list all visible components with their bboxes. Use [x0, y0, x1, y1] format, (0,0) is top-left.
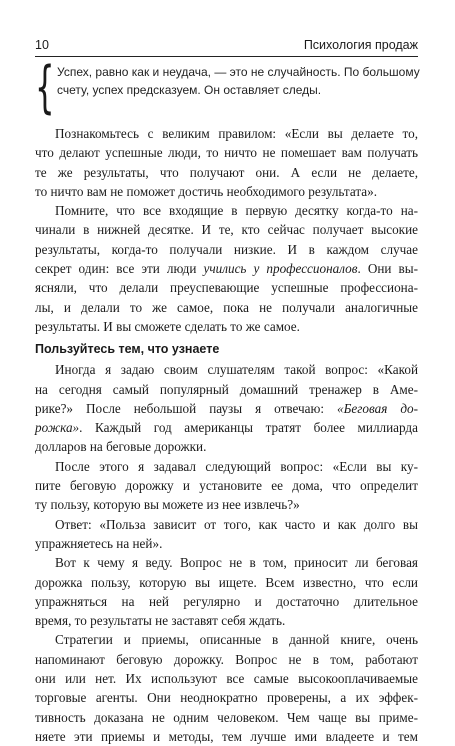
- section-heading: Пользуйтесь тем, что узнаете: [35, 342, 220, 357]
- text-line: [35, 399, 418, 418]
- text-line: упражняетесь на ней».: [35, 535, 163, 551]
- text-line: напоминают беговую дорожку. Вопрос не в том, работают: [35, 651, 418, 667]
- text-segment: рике?» После небольшой паузы я отвечаю:: [35, 400, 338, 416]
- text-line: долларов на беговые дорожки.: [35, 439, 207, 455]
- paragraph: [35, 360, 418, 456]
- text-line: упражняться на ней регулярно и достаточно длительное: [35, 593, 418, 609]
- text-segment: . Каждый год американцы тратят более миллиарда: [79, 420, 418, 436]
- text-line: они или нет. Их используют все самые высокооплачиваемые: [35, 671, 418, 687]
- text-line: лы, и делали то же самое, пока не получали аналогичные: [35, 299, 418, 315]
- header-rule: [35, 56, 418, 57]
- paragraph: [35, 457, 418, 515]
- epigraph-text: [57, 64, 418, 99]
- text-line: на сегодня самый популярный домашний тренажер в Аме-: [35, 381, 418, 397]
- text-line: пите беговую дорожку и установите ее дома, что определит: [35, 478, 418, 494]
- text-line: результаты, когда-то получали низкие. И в каждом случае: [35, 241, 418, 257]
- page-number: 10: [35, 38, 49, 52]
- italic-emphasis: рожка»: [35, 420, 80, 436]
- text-line: ясняли, что делали преуспевающие успешные профессиона-: [35, 280, 418, 296]
- paragraph: [35, 124, 418, 201]
- text-line: время, то результаты не заставят себя ждать.: [35, 613, 286, 629]
- paragraph: [35, 630, 418, 746]
- text-line: тивность доказана не одним человеком. Чем чаще вы приме-: [35, 709, 418, 725]
- paragraph: [35, 515, 418, 554]
- text-line: результаты. И вы сможете сделать то же самое.: [35, 318, 300, 334]
- text-line: [35, 418, 418, 437]
- paragraph: [35, 201, 418, 336]
- text-line: Помните, что все входящие в первую десятку когда-то на-: [55, 203, 418, 219]
- book-title: Психология продаж: [303, 38, 418, 52]
- text-line: те же результаты, что получают они. А если не делаете,: [35, 164, 418, 180]
- text-line: торговые агенты. Они неоднократно проверены, а их эффек-: [35, 690, 418, 706]
- text-line: дорожка пользу, которую вы ищете. Всем известно, что если: [35, 574, 418, 590]
- text-line: что делают успешные люди, то ничто не помешает вам получать: [35, 145, 418, 161]
- text-line: Познакомьтесь с великим правилом: «Если вы делаете то,: [55, 126, 418, 141]
- body-text: [35, 124, 418, 746]
- text-line: Ответ: «Польза зависит от того, как часто и как долго вы: [55, 516, 418, 532]
- epigraph-line: счету, успех предсказуем. Он оставляет следы.: [57, 82, 322, 97]
- text-line: [35, 259, 418, 278]
- text-line: Стратегии и приемы, описанные в данной книге, очень: [55, 632, 418, 648]
- text-line: После этого я задавал следующий вопрос: «Если вы ку-: [55, 458, 418, 474]
- text-line: чинали в нижней десятке. И те, кто сейчас получает высокие: [35, 222, 418, 238]
- text-line: то ничто вам не поможет достичь необходимого результата».: [35, 183, 378, 199]
- text-line: няете эти приемы и методы, тем лучше ими владеете и тем: [35, 728, 418, 744]
- running-header: [35, 38, 418, 56]
- text-segment: секрет один: все эти люди: [35, 261, 204, 277]
- italic-emphasis: «Беговая до-: [337, 400, 418, 416]
- epigraph-line: Успех, равно как и неудача, — это не случайность. По большому: [57, 65, 420, 79]
- text-line: ту пользу, которую вы можете из нее извлечь?»: [35, 497, 300, 513]
- italic-emphasis: учились у профессионалов: [203, 261, 358, 277]
- epigraph: [35, 55, 420, 122]
- text-segment: . Они вы-: [357, 261, 418, 277]
- text-line: Вот к чему я веду. Вопрос не в том, приносит ли беговая: [55, 555, 418, 571]
- text-line: Иногда я задаю своим слушателям такой вопрос: «Какой: [55, 362, 418, 378]
- curly-brace-icon: {: [35, 55, 55, 120]
- paragraph: [35, 553, 418, 630]
